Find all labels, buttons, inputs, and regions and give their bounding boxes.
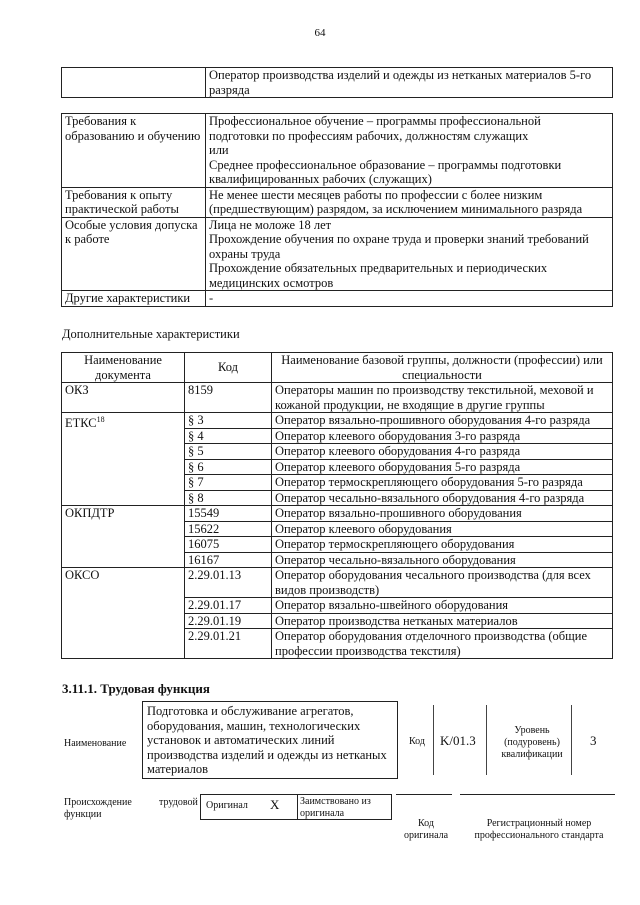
function-code-label: Код xyxy=(409,736,425,747)
code-cell: § 7 xyxy=(185,475,272,491)
document-name-cell xyxy=(62,568,185,659)
registration-number-caption: Регистрационный номер профессионального стандарта xyxy=(474,818,604,841)
document-name-cell xyxy=(62,383,185,413)
table-row xyxy=(62,413,613,429)
occupation-name-cell: Оператор клеевого оборудования 4-го разряда xyxy=(272,444,613,460)
requirement-value xyxy=(206,217,613,291)
original-label: Оригинал xyxy=(206,800,248,811)
requirement-value-line: Прохождение обучения по охране труда и проверки знаний требований xyxy=(209,232,589,246)
table-row xyxy=(62,383,613,413)
occupation-name-cell: Оператор клеевого оборудования 5-го разряда xyxy=(272,459,613,475)
code-cell: 16167 xyxy=(185,552,272,568)
requirements-table xyxy=(61,113,613,307)
code-cell: 15622 xyxy=(185,521,272,537)
occupation-name: Оператор производства изделий и одежды из нетканых материалов 5-го разряда xyxy=(206,68,613,98)
code-cell: 2.29.01.13 xyxy=(185,568,272,598)
requirement-row xyxy=(62,217,613,291)
occupation-table xyxy=(61,67,613,98)
occupation-name-cell: Операторы машин по производству текстильной, меховой и кожаной продукции, не входящие в другие группы xyxy=(272,383,613,413)
requirement-value-line: Лица не моложе 18 лет xyxy=(209,217,332,232)
code-cell: 16075 xyxy=(185,537,272,553)
occupation-name-cell: Оператор клеевого оборудования 3-го разряда xyxy=(272,428,613,444)
requirement-value-line: Не менее шести месяцев работы по профессии с более низким xyxy=(209,187,543,202)
borrowed-label: Заимствовано из оригинала xyxy=(300,796,371,819)
original-code-caption: Код оригинала xyxy=(403,818,449,841)
requirement-value xyxy=(206,187,613,217)
occupation-name-cell: Оператор чесально-вязального оборудования xyxy=(272,552,613,568)
header-name: Наименование базовой группы, должности (профессии) или специальности xyxy=(272,353,613,383)
requirement-value-line: медицинских осмотров xyxy=(209,275,334,290)
occupation-name-cell: Оператор производства нетканых материалов xyxy=(272,613,613,629)
requirement-row xyxy=(62,114,613,188)
origin-label-1: Происхождение xyxy=(64,797,132,808)
requirement-label: Особые условия допуска к работе xyxy=(62,217,206,291)
table-row xyxy=(62,568,613,598)
document-name-cell xyxy=(62,413,185,506)
page-number: 64 xyxy=(314,27,326,39)
header-document: Наименование документа xyxy=(62,353,185,383)
qualification-level-value: 3 xyxy=(590,733,597,748)
origin-label-2: трудовой xyxy=(159,797,198,808)
code-cell: 8159 xyxy=(185,383,272,413)
code-cell: § 8 xyxy=(185,490,272,506)
requirement-value-line: или xyxy=(209,143,229,157)
footnote-ref: 18 xyxy=(96,415,105,424)
origin-label-3: функции xyxy=(64,809,102,820)
document-name: ОКЗ xyxy=(65,383,89,397)
code-cell: § 6 xyxy=(185,459,272,475)
code-cell: 2.29.01.19 xyxy=(185,613,272,629)
requirement-value-line: Профессиональное обучение – программы профессиональной xyxy=(209,114,541,128)
requirement-label: Другие характеристики xyxy=(62,291,206,307)
requirement-value xyxy=(206,291,613,307)
requirement-label: Требования к образованию и обучению xyxy=(62,114,206,188)
function-name-value: Подготовка и обслуживание агрегатов, оборудования, машин, технологических установок и автоматических линий производства изделий и одежды из нетканых материалов xyxy=(142,701,398,779)
table-header-row xyxy=(62,353,613,383)
additional-characteristics-title: Дополнительные характеристики xyxy=(62,327,240,341)
code-cell: 2.29.01.21 xyxy=(185,629,272,659)
occupation-name-cell: Оператор чесально-вязального оборудования 4-го разряда xyxy=(272,490,613,506)
code-cell: § 4 xyxy=(185,428,272,444)
requirement-label: Требования к опыту практической работы xyxy=(62,187,206,217)
requirement-row xyxy=(62,187,613,217)
code-cell: 2.29.01.17 xyxy=(185,598,272,614)
requirement-value-line: Среднее профессиональное образование – программы подготовки xyxy=(209,157,562,172)
document-name: ОКПДТР xyxy=(65,506,115,520)
requirement-row xyxy=(62,291,613,307)
code-cell: § 5 xyxy=(185,444,272,460)
requirement-value-line: квалифицированных рабочих (служащих) xyxy=(209,172,432,186)
original-code-cell xyxy=(396,794,452,819)
occupation-name-cell: Оператор оборудования чесального производства (для всех видов производств) xyxy=(272,568,613,598)
header-code: Код xyxy=(185,353,272,383)
occupation-empty-cell xyxy=(62,68,206,98)
labor-function-title: 3.11.1. Трудовая функция xyxy=(62,681,210,696)
document-name: ОКСО xyxy=(65,568,100,582)
requirement-value-line: (предшествующим) разрядом, за исключением минимального разряда xyxy=(209,202,583,216)
requirement-value-line: Прохождение обязательных предварительных и периодических xyxy=(209,261,548,275)
original-mark: X xyxy=(270,797,280,812)
occupation-name-cell: Оператор термоскрепляющего оборудования 5-го разряда xyxy=(272,475,613,491)
code-cell: 15549 xyxy=(185,506,272,522)
occupation-name-cell: Оператор оборудования отделочного производства (общие профессии производства текстиля) xyxy=(272,629,613,659)
occupation-name-cell: Оператор вязально-прошивного оборудования xyxy=(272,506,613,522)
document-name-cell xyxy=(62,506,185,568)
occupation-name-cell: Оператор вязально-прошивного оборудования 4-го разряда xyxy=(272,413,613,429)
table-row xyxy=(62,506,613,522)
additional-characteristics-table xyxy=(61,352,613,659)
requirement-value xyxy=(206,114,613,188)
qualification-level-label: Уровень (подуровень) квалификации xyxy=(501,725,563,760)
occupation-name-cell: Оператор термоскрепляющего оборудования xyxy=(272,537,613,553)
occupation-name-cell: Оператор клеевого оборудования xyxy=(272,521,613,537)
occupation-name-cell: Оператор вязально-швейного оборудования xyxy=(272,598,613,614)
document-name: ЕТКС xyxy=(65,416,97,431)
requirement-value-line: охраны труда xyxy=(209,246,281,261)
code-cell: § 3 xyxy=(185,413,272,429)
requirement-value-line: подготовки по профессиям рабочих, должностям служащих xyxy=(209,128,529,143)
function-code-value: K/01.3 xyxy=(440,733,476,748)
reg-number-cell xyxy=(460,794,615,819)
function-name-label: Наименование xyxy=(64,738,127,749)
requirement-value-line: - xyxy=(209,291,214,305)
